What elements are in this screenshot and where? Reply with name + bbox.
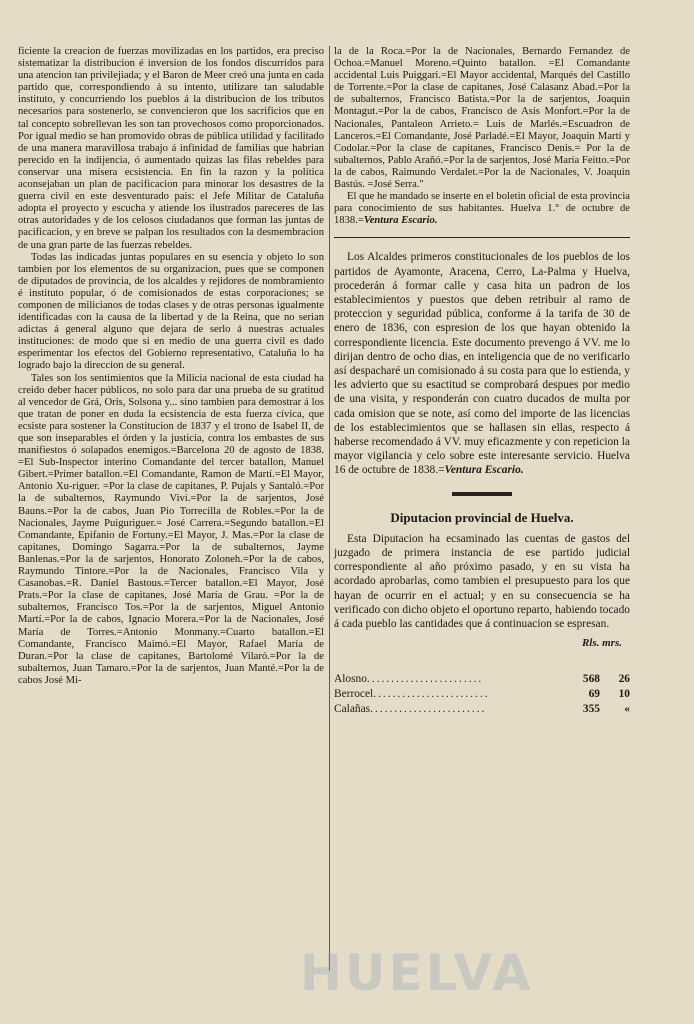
right-column xyxy=(334,46,630,718)
alcaldes-text: Los Alcaldes primeros constitucionales de los pueblos de los partidos de Ayamonte, Aracena, Cerro, La-Palma y Huelva, procederán á formar calle y casa hita un padron de los establecimientos y puestos que deben retribuir al ramo de proteccion y seguridad pública, conforme á la tarifa de 30 de enero de 1836, con espresion de los que hayan obtenido la correspondiente licencia. Este documento prevengo á VV. me lo dirijan dentro de ocho dias, en inteligencia que de no verificarlo así despacharé un comisionado á su costa para que lo estienda, y les advierto que su esactitud se comprobará despues por medio de una visita, y responderán con cuatro ducados de multa por cada omision que se note, así como del importe de las licencias de los establecimientos que se hallasen sin ellas, respecto á haberse recomendado á VV. muy eficazmente y con repeticion la mayor vigilancia y celo sobre este interesante servicio. Huelva 16 de octubre de 1838.= xyxy=(334,251,630,477)
amount-rls: 355 xyxy=(582,703,600,716)
town-name: Berrocel........................ xyxy=(334,688,490,701)
amount-rls: 568 xyxy=(582,673,600,686)
amount-row xyxy=(334,703,630,718)
amount-mrs: 26 xyxy=(618,673,630,686)
order-text: El que he mandado se inserte en el boletin oficial de esta provincia para conocimiento de sus habitantes. Huelva 1.° de octubre de 1838.= xyxy=(334,191,630,227)
column-divider xyxy=(329,46,330,971)
town-name: Calañas........................ xyxy=(334,703,487,716)
alcaldes-signature: Ventura Escario. xyxy=(444,464,524,477)
diputacion-paragraph: Esta Diputacion ha ecsaminado las cuentas de gastos del juzgado de primera instancia de ese partido judicial correspondiente al año próximo pasado, y en su vista ha acordado aprobarlas, como tambien el presupuesto para los que hayan de ocurrir en el actual; y en su consecuencia se ha verificado con dicho objeto el oportuno reparto, habiendo tocado á cada pueblo las cantidades que á continuacion se espresan. xyxy=(334,532,630,630)
amounts-table xyxy=(334,673,630,718)
alcaldes-paragraph xyxy=(334,250,630,477)
left-paragraph-1: ficiente la creacion de fuerzas movilizadas en los partidos, era preciso sistematizar la distribucion é inversion de los fondos discurridos para una atencion tan privilejiada; y el Baron de Meer creó una junta en cada partido que, correspondiendo á su intento, utilizare tan saludable instituto, y concurriendo los pueblos á la distribucion de los tributos necesarios para sostenerlo, se convencieron que los sacrificios que en tal concepto sobrellevan les son tan provechosos como proporcionados. Por igual medio se han promovido obras de pública utilidad y facilitado de una manera maravillosa trabajo á infinidad de familias que habrian perecido en la indijencia, ó aumentado quizas las filas rebeldes para conservar una mísera ecsistencia. En fin la razon y la política aconsejaban un plan de pacificacion para minorar los desastres de la guerra civil en este desventurado pais: el Jefe Militar de Cataluña adopta el proyecto y escucha y atiende los ilustrados pareceres de las otras autoridades y de los celosos ciudadanos que forman las juntas de pacificacion, y en breve se palpan los resultados con la desmembracion de una gran parte de las fuerzas rebeldes. xyxy=(18,46,324,251)
short-rule xyxy=(452,492,512,496)
order-signature: Ventura Escario. xyxy=(363,215,438,227)
right-continuation: la de la Roca.=Por la de Nacionales, Bernardo Fernandez de Ochoa.=Manuel Moreno.=Quinto batallon. =El Comandante accidental Luis Puiggari.=El Mayor accidental, Marqués del Castillo de Torrente.=Por la clase de capitanes, José Calasanz Abad.=Por la de subalternos, Francisco Batista.=Por la de sarjentos, Joaquin Montagut.=Por la de cabos, Francisco de Asís Monfort.=Por la de Nacionales, Pantaleon Arrieto.= Luis de Marlés.=Escuadron de Lanceros.=El Comandante, José Parladé.=El Mayor, Joaquin Martí y Codolar.=Por la clase de capitanes, Francisco Denis.= Por la de subalternos, Pablo Arañó.=Por la de sarjentos, José María Feitto.=Por la de cabos, Raimundo Verdalet.=Por la de Nacionales, V. Joaquin Bastús. =José Serra." xyxy=(334,46,630,191)
amount-rls: 69 xyxy=(588,688,600,701)
town-name: Alosno........................ xyxy=(334,673,484,686)
leader-dots: ........................ xyxy=(373,688,490,701)
units-header: Rls. mrs. xyxy=(581,637,622,650)
order-paragraph xyxy=(334,191,630,227)
left-column xyxy=(18,46,324,687)
left-paragraph-3: Tales son los sentimientos que la Milicia nacional de esta ciudad ha creido deber hacer públicos, no solo para dar una prueba de su gratitud al vencedor de Grá, Oris, Solsona y... sino tambien para demostrar á los que tratan de poner en duda la ecsistencia de esta fuerza cívica, que ecsiste para sostener la Constitucion de 1837 y el trono de Isabel II, de que son inseparables el órden y la justicia, contra los embastes de sus manifiestos ó solapados enemigos.=Barcelona 20 de agosto de 1838. =El Sub-Inspector interino Comandante del tercer batallon, Manuel Gibert.=Primer batallon.=El Comandante, Ramon de Martí.=El Mayor, Antonio Xu-riguer. =Por la clase de capitanes, P. Pujals y Santaló.=Por la de subalternos, Raymundo Viví.=Por la de sarjentos, José Bauns.=Por la de cabos, Juan Pio Torrecilla de Robles.=Por la de Nacionales, Jayme Puiguriguer.= José Carrera.=Segundo batallon.=El Comandante, Epifanio de Fortuny.=El Mayor, J. Mas.=Por la clase de capitanes, Domingo Sagarra.=Por la de subalternos, Jayme Banlenas.=Por la de sarjentos, Honorato Zoloneh.=Por la de cabos, Raymundo Tintore.=Por la de Nacionales, Francisco Vila y Casanobas.=R. Daniel Bastous.=Tercer batallon.=El Mayor, José Prats.=Por la clase de capitanes, José María de Grau. =Por la de subalternos, Francisco Tos.=Por la de sarjentos, Miguel Antonio Martí.=Por la de cabos, Ignacio Morera.=Por la de Nacionales, José María de Torres.=Antonio Monmany.=Cuarto batallon.=El Comandante, Francisco Maimó.=El Mayor, Rafael María de Duran.=Por la clase de capitanes, Bartolomé Vilaró.=Por la de subalternos, Juan Tamaro.=Por la de sarjentos, Juan Manté.=Por la de cabos José Mi- xyxy=(18,372,324,686)
diputacion-heading: Diputacion provincial de Huelva. xyxy=(390,509,574,525)
amount-row xyxy=(334,688,630,703)
library-watermark: HUELVA xyxy=(300,944,534,1002)
leader-dots: ........................ xyxy=(366,673,484,686)
left-paragraph-2: Todas las indicadas juntas populares en su esencia y objeto lo son tambien por los elementos de su organizacion, pues que se componen de diputados de provincia, de los alcaldes y rejidores de nombramiento é instituto popular, ó de comisionados de estas corporaciones; se componen de milicianos de todas clases y de otras personas igualmente identificadas con la causa de la libertad y de la Reina, que no serian adictas á general alguno que dejara de serlo á nuestras actuales instituciones: de modo que si en medio de una guerra civil es dado esperimentar los efectos del Gobierno representativo, Cataluña lo ha logrado bajo la direccion de su general. xyxy=(18,251,324,372)
section-rule xyxy=(334,237,630,238)
amount-mrs: « xyxy=(624,703,630,716)
leader-dots: ........................ xyxy=(370,703,487,716)
amount-mrs: 10 xyxy=(618,688,630,701)
amount-row xyxy=(334,673,630,688)
